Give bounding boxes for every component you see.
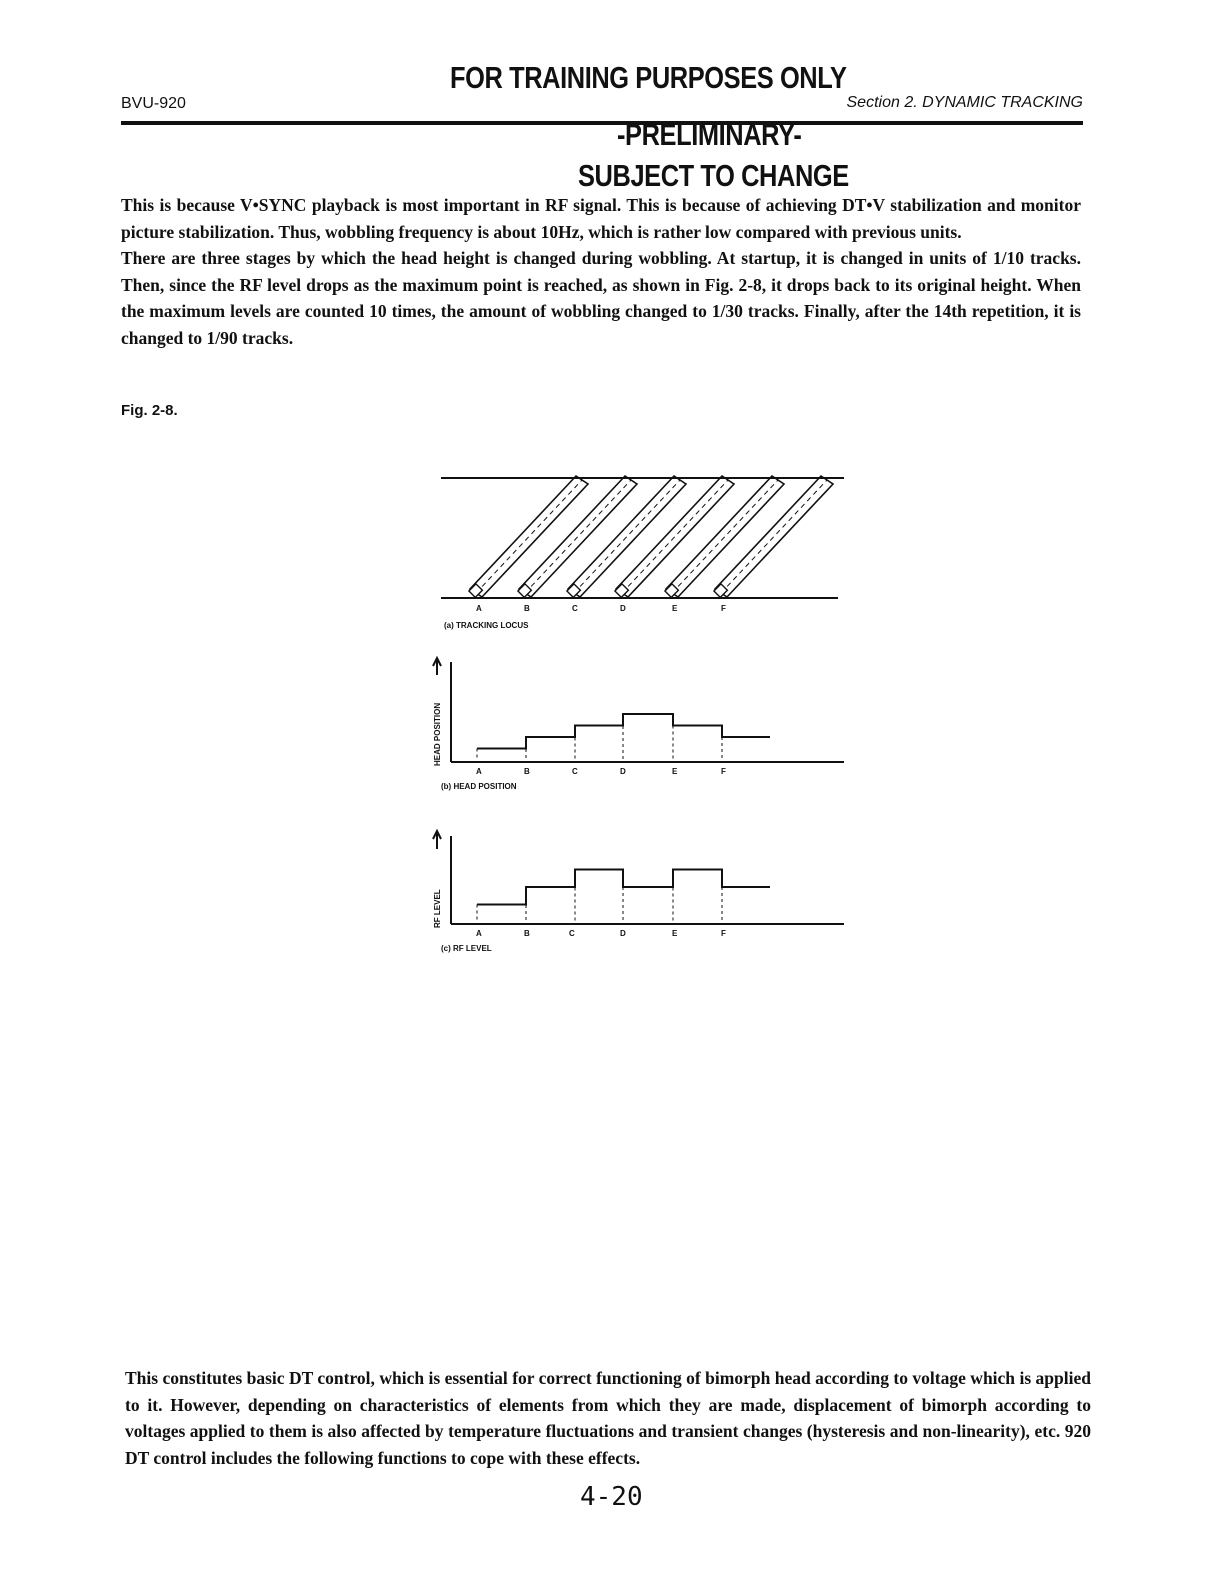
section-title: Section 2. DYNAMIC TRACKING — [846, 94, 1083, 111]
head-axis-label: HEAD POSITION — [433, 702, 442, 766]
head-label-e: E — [672, 767, 678, 776]
head-position-marks — [477, 714, 770, 760]
panel-tracking-locus — [441, 476, 844, 598]
paragraph-vsync: This is because V•SYNC playback is most important in RF signal. This is because of achieving DT•V stabilization and monitor picture stabilization. Thus, wobbling frequency is about 10Hz, which is rather low compared with previous units. — [121, 195, 1081, 242]
head-label-d: D — [620, 767, 626, 776]
paragraph-wobbling-stages: There are three stages by which the head height is changed during wobbling. At startup, it is changed in units of 1/10 tracks. Then, since the RF level drops as the maximum point is reached, as shown in Fig. 2-8, it drops back to its original height. When the maximum levels are counted 10 times, the amount of wobbling changed to 1/30 tracks. Finally, after the 14th repetition, it is changed to 1/90 tracks. — [121, 248, 1081, 348]
track-centerline-e — [672, 480, 778, 593]
paragraph-dt-control: This constitutes basic DT control, which is essential for correct functioning of bimorph head according to voltage which is applied to it. However, depending on characteristics of elements from which they are made, displacement of bimorph according to voltages applied to them is also affected by temperature fluctuations and transient changes (hysteresis and non-linearity), etc. 920 DT control includes the following functions to cope with these effects. — [125, 1368, 1091, 1468]
figure-caption: Fig. 2-8. — [121, 402, 178, 419]
head-position-step-line — [477, 714, 770, 749]
rf-level-marks — [477, 869, 770, 922]
track-centerline-d — [622, 480, 728, 593]
rf-label-e: E — [672, 929, 678, 938]
track-centerline-c — [574, 480, 680, 593]
panel-a-caption: (a) TRACKING LOCUS — [444, 621, 529, 630]
dt-control-text — [125, 1365, 1091, 1471]
rf-label-b: B — [524, 929, 530, 938]
page-number: 4-20 — [580, 1482, 643, 1512]
locus-label-d: D — [620, 604, 626, 613]
locus-label-c: C — [572, 604, 578, 613]
panel-c-caption: (c) RF LEVEL — [441, 944, 492, 953]
head-label-b: B — [524, 767, 530, 776]
training-banner: FOR TRAINING PURPOSES ONLY — [450, 60, 847, 95]
head-label-a: A — [476, 767, 482, 776]
locus-label-f: F — [721, 604, 726, 613]
panel-b-caption: (b) HEAD POSITION — [441, 782, 517, 791]
panel-a-labels — [444, 604, 726, 630]
head-axis-arrow — [433, 658, 441, 675]
helical-tracks — [469, 476, 833, 597]
rf-axis-label: RF LEVEL — [433, 889, 442, 928]
track-centerline-b — [525, 480, 631, 593]
rf-label-d: D — [620, 929, 626, 938]
model-label: BVU-920 — [121, 95, 186, 112]
locus-label-b: B — [524, 604, 530, 613]
panel-rf-level — [433, 831, 844, 953]
track-centerline-a — [476, 480, 582, 593]
preliminary-stamp: -PRELIMINARY- — [617, 117, 802, 152]
rf-label-a: A — [476, 929, 482, 938]
rf-label-c: C — [569, 929, 575, 938]
locus-label-a: A — [476, 604, 482, 613]
rf-label-f: F — [721, 929, 726, 938]
subject-to-change-stamp: SUBJECT TO CHANGE — [578, 158, 849, 193]
track-centerline-f — [721, 480, 827, 593]
panel-head-position — [433, 658, 844, 791]
head-label-f: F — [721, 767, 726, 776]
rf-axis-arrow — [433, 831, 441, 849]
locus-label-e: E — [672, 604, 678, 613]
head-label-c: C — [572, 767, 578, 776]
